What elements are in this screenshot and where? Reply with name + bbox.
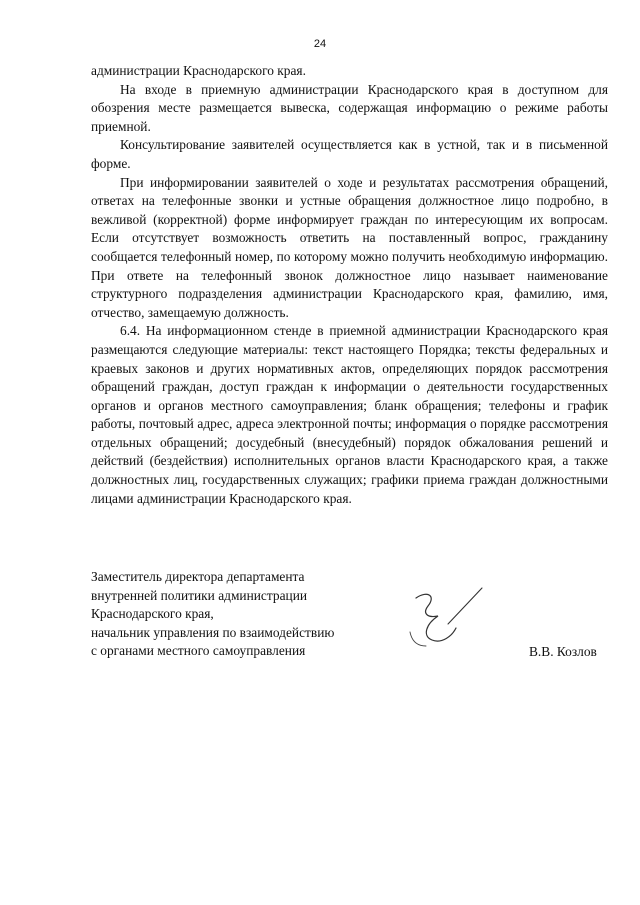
paragraph-consulting: Консультирование заявителей осуществляется как в устной, так и в письменной форме. xyxy=(91,137,608,171)
signatory-title xyxy=(91,568,391,661)
paragraph-section-6-4: 6.4. На информационном стенде в приемной администрации Краснодарского края размещаются следующие материалы: текст настоящего Порядка; тексты федеральных и краевых законов и других нормативных актов, определяющих порядок рассмотрения обращений граждан, доступ граждан к информации о деятельности государственных органов и органов местного самоуправления; бланк обращения; телефоны и график работы, почтовый адрес, адреса электронной почты; информация о порядке рассмотрения отдельных обращений; досудебный (внесудебный) порядок обжалования решений и действий (бездействия) исполнительных органов власти Краснодарского края, а также должностных лиц, государственных служащих; графики приема граждан должностными лицами администрации Краснодарского края. xyxy=(91,323,608,506)
signatory-name: В.В. Козлов xyxy=(529,644,597,659)
signatory-title-line: с органами местного самоуправления xyxy=(91,643,306,659)
paragraph-informing: При информировании заявителей о ходе и результатах рассмотрения обращений, ответах на телефонные звонки и устные обращения должностное лицо подробно, в вежливой (корректной) форме информирует граждан по интересующим их вопросам. Если отсутствует возможность ответить на поставленный вопрос, гражданину сообщается телефонный номер, по которому можно получить необходимую информацию. При ответе на телефонный звонок должностное лицо называет наименование структурного подразделения администрации Краснодарского края, фамилию, имя, отчество, замещаемую должность. xyxy=(91,174,608,320)
handwritten-signature xyxy=(398,584,494,656)
signatory-title-line: начальник управления по взаимодействию xyxy=(91,624,335,640)
page-number: 24 xyxy=(313,38,327,50)
signatory-title-line: Краснодарского края, xyxy=(91,606,214,622)
document-body xyxy=(91,62,608,508)
signatory-title-line: Заместитель директора департамента xyxy=(91,569,305,584)
paragraph-continuation: администрации Краснодарского края. xyxy=(91,63,306,78)
signatory-title-line: внутренней политики администрации xyxy=(91,587,308,603)
paragraph-signboard: На входе в приемную администрации Краснодарского края в доступном для обозрения месте размещается вывеска, содержащая информацию о режиме работы приемной. xyxy=(91,81,608,134)
